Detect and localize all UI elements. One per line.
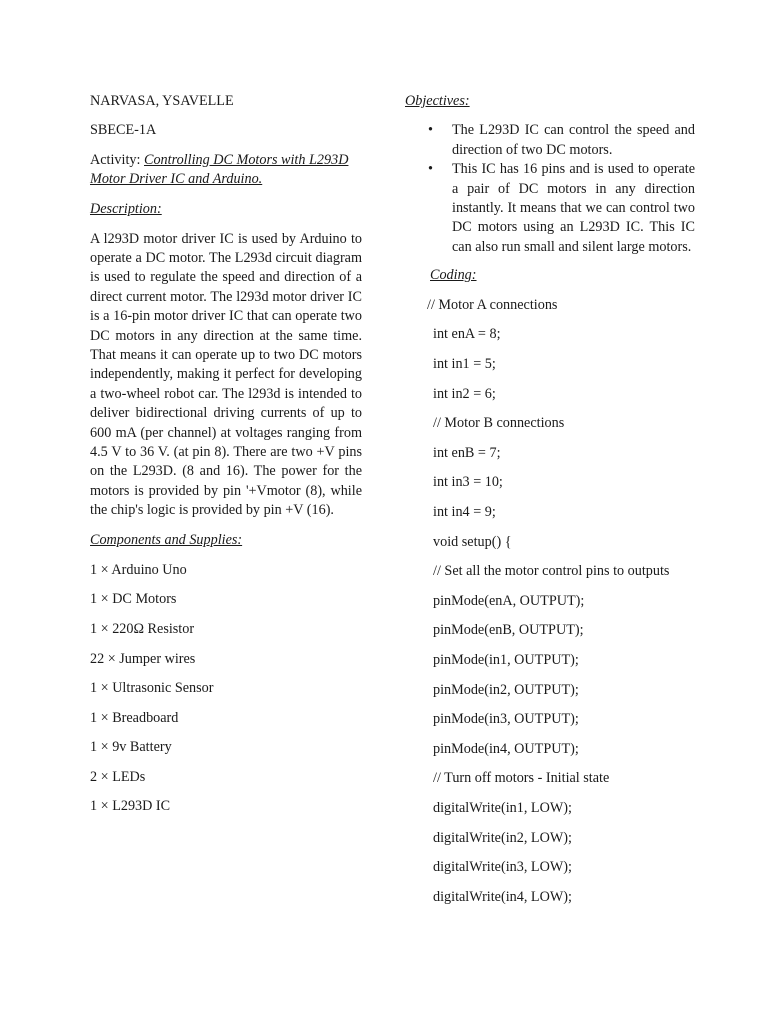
code-line: // Motor A connections bbox=[427, 296, 558, 313]
list-item: 1 × Ultrasonic Sensor bbox=[90, 680, 214, 697]
list-item: 2 × LEDs bbox=[90, 768, 146, 785]
activity-label: Activity: bbox=[90, 151, 144, 168]
code-line: digitalWrite(in2, LOW); bbox=[433, 829, 572, 846]
coding-heading: Coding: bbox=[430, 267, 477, 284]
objective-item: • The L293D IC can control the speed and direction of two DC motors. bbox=[428, 122, 695, 158]
list-item: 1 × DC Motors bbox=[90, 591, 177, 608]
code-line: int enB = 7; bbox=[433, 444, 501, 461]
code-line: // Motor B connections bbox=[433, 415, 565, 432]
activity-line bbox=[90, 151, 362, 190]
objectives-heading: Objectives: bbox=[405, 93, 470, 109]
code-line: pinMode(in2, OUTPUT); bbox=[433, 681, 579, 698]
right-column bbox=[405, 92, 695, 917]
components-list bbox=[90, 561, 362, 827]
code-line: // Set all the motor control pins to outputs bbox=[433, 563, 670, 580]
code-line: pinMode(in3, OUTPUT); bbox=[433, 711, 579, 728]
bullet-icon: • bbox=[428, 161, 433, 178]
code-line: digitalWrite(in1, LOW); bbox=[433, 799, 572, 816]
code-line: int in1 = 5; bbox=[433, 356, 496, 373]
code-line: pinMode(in1, OUTPUT); bbox=[433, 651, 579, 668]
description-body: A l293D motor driver IC is used by Arduino to operate a DC motor. The L293d circuit diagram is used to regulate the speed and direction of a direct current motor. The l293d motor driver IC is a 16-pin motor driver IC that can operate two DC motors in any direction at the same time. That means it can operate up to two DC motors independently, making it perfect for developing a two-wheel robot car. The l293d is intended to deliver bidirectional driving currents of up to 600 mA (per channel) at voltages ranging from 4.5 V to 36 V. (at pin 8). There are two +V pins on the L293D. (8 and 16). The power for the motors is provided by pin '+Vmotor (8), while the chip's logic is provided by pin +V (16). bbox=[90, 230, 362, 519]
code-line: int in2 = 6; bbox=[433, 385, 496, 402]
code-line: pinMode(in4, OUTPUT); bbox=[433, 740, 579, 757]
code-line: int enA = 8; bbox=[433, 326, 501, 343]
list-item: 1 × L293D IC bbox=[90, 798, 171, 815]
objective-item: • This IC has 16 pins and is used to operate a pair of DC motors in any direction instantly. It means that we can control two DC motors using an L293D IC. This IC can also run small and silent large motors. bbox=[428, 161, 695, 255]
list-item: 1 × Breadboard bbox=[90, 709, 179, 726]
list-item: 22 × Jumper wires bbox=[90, 650, 196, 667]
bullet-icon: • bbox=[428, 122, 433, 139]
list-item: 1 × 9v Battery bbox=[90, 739, 172, 756]
objectives-list bbox=[405, 121, 695, 257]
code-line: void setup() { bbox=[433, 533, 512, 550]
code-line: // Turn off motors - Initial state bbox=[433, 770, 610, 787]
code-line: int in4 = 9; bbox=[433, 504, 496, 520]
components-heading: Components and Supplies: bbox=[90, 532, 243, 549]
code-line: pinMode(enB, OUTPUT); bbox=[433, 622, 584, 639]
list-item: 1 × Arduino Uno bbox=[90, 561, 187, 578]
code-line: int in3 = 10; bbox=[433, 474, 503, 491]
left-column bbox=[90, 92, 362, 827]
student-section: SBECE-1A bbox=[90, 122, 157, 139]
list-item: 1 × 220Ω Resistor bbox=[90, 620, 195, 637]
student-name: NARVASA, YSAVELLE bbox=[90, 93, 234, 109]
code-line: pinMode(enA, OUTPUT); bbox=[433, 592, 585, 609]
code-line: digitalWrite(in3, LOW); bbox=[433, 859, 572, 876]
activity-title: Controlling DC Motors with L293D Motor Driver IC and Arduino. bbox=[90, 151, 349, 188]
description-heading: Description: bbox=[90, 201, 162, 218]
code-block bbox=[405, 296, 695, 917]
code-line: digitalWrite(in4, LOW); bbox=[433, 888, 572, 905]
